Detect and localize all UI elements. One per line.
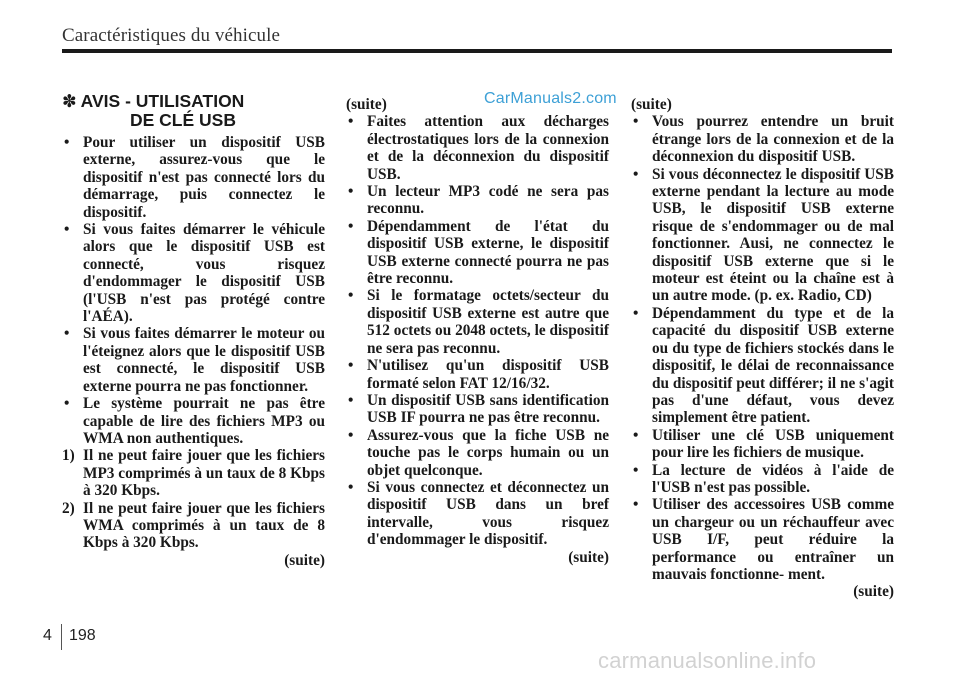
list-item-text: Si vous déconnectez le dispositif USB externe pendant la lecture au mode USB, le dispositif USB externe risque de s'endommager ou de mal fonctionner. Ausi, ne connectez le dispositif USB externe que si le moteur est éteint ou la chaîne est à un autre mode. (p. ex. Radio, CD) [652, 165, 894, 305]
list-item-text: Le système pourrait ne pas être capable de lire des fichiers MP3 ou WMA non authentiques. [83, 395, 325, 447]
list-item [631, 496, 894, 583]
number-mark: 1) [62, 447, 75, 465]
list-item-text: Si vous connectez et déconnectez un dispositif USB dans un bref intervalle, vous risquez d'endommager le dispositif. [367, 478, 609, 549]
list-item-text: Faites attention aux décharges électrostatiques lors de la connexion et de la déconnexion du dispositif USB. [367, 113, 609, 183]
list-item [346, 357, 609, 392]
list-item-text: Pour utiliser un dispositif USB externe, assurez-vous que le dispositif n'est pas connecté lors du démarrage, puis connectez le dispositif. [83, 134, 325, 221]
bullet-mark: • [633, 113, 639, 131]
list-item-text: N'utilisez qu'un dispositif USB formaté selon FAT 12/16/32. [367, 357, 609, 392]
continued-label: (suite) [568, 548, 609, 566]
column-1 [62, 92, 325, 569]
bullet-mark: • [348, 113, 354, 131]
list-item [346, 427, 609, 479]
list-item [631, 462, 894, 497]
list-item-text: Si vous faites démarrer le véhicule alors que le dispositif USB est connecté, vous risquez d'endommager le dispositif USB (l'USB n'est pas protégé contre l'AÉA). [83, 221, 325, 326]
bullet-mark: • [633, 304, 639, 322]
list-item [346, 183, 609, 218]
footer-divider [61, 624, 62, 650]
list-item-text: Si le formatage octets/secteur du dispositif USB externe est autre que 512 octets ou 2048 octets, le dispositif ne sera pas reconnu. [367, 287, 609, 357]
notice-title-line1: AVIS - UTILISATION [80, 91, 245, 111]
continuation-label: (suite) [631, 96, 672, 113]
column-3 [631, 96, 894, 601]
bullet-mark: • [348, 287, 354, 305]
bullet-mark: • [64, 134, 70, 151]
bullet-mark: • [348, 183, 354, 201]
bullet-mark: • [633, 496, 639, 514]
bullet-mark: • [64, 221, 70, 239]
list-item [631, 427, 894, 462]
number-mark: 2) [62, 499, 75, 517]
list-item-text: Il ne peut faire jouer que les fichiers WMA comprimés à un taux de 8 Kbps à 320 Kbps. [83, 499, 325, 552]
list-item-text: Dépendamment de l'état du dispositif USB externe, le dispositif USB externe connecté pourra ne pas être reconnu. [367, 217, 609, 288]
list-item [346, 218, 609, 288]
list-item [62, 500, 325, 552]
list-item-text: Assurez-vous que la fiche USB ne touche pas le corps humain ou un objet quelconque. [367, 426, 609, 479]
bullet-mark: • [633, 461, 639, 479]
list-item [62, 325, 325, 395]
list-item-text: Utiliser des accessoires USB comme un chargeur ou un réchauffeur avec USB I/F, peut réduire la performance ou entraîner un mauvais fonctionne- ment. [652, 496, 894, 583]
continued-label: (suite) [284, 551, 325, 569]
bullet-mark: • [348, 357, 354, 375]
list-item [62, 221, 325, 325]
watermark-top: CarManuals2.com [484, 90, 617, 107]
bullet-mark: • [348, 391, 354, 409]
list-item-text: Dépendamment du type et de la capacité du dispositif USB externe ou du type de fichiers stockés dans le dispositif, le délai de reconnaissance du dispositif peut différer; il ne s'agit pas d'une défaut, vous devez simplement être patient. [652, 304, 894, 427]
header-rule [62, 49, 892, 53]
list-item-text: Un lecteur MP3 codé ne sera pas reconnu. [367, 183, 609, 218]
list-item [346, 479, 609, 549]
bullet-mark: • [64, 395, 70, 413]
list-item-text: Si vous faites démarrer le moteur ou l'éteignez alors que le dispositif USB est connecté, le dispositif USB externe pourra ne pas fonctionner. [83, 325, 325, 395]
list-item [631, 305, 894, 427]
list-item-text: Utiliser une clé USB uniquement pour lire les fichiers de musique. [652, 426, 894, 462]
list-item [62, 134, 325, 221]
notice-star-icon: ✽ [62, 91, 77, 111]
bullet-mark: • [633, 426, 639, 444]
list-item-text: Il ne peut faire jouer que les fichiers MP3 comprimés à un taux de 8 Kbps à 320 Kbps. [83, 447, 325, 500]
page-number: 198 [69, 627, 96, 644]
bullet-mark: • [348, 478, 354, 496]
bullet-mark: • [348, 426, 354, 444]
notice-title-line2: DE CLÉ USB [130, 110, 236, 130]
list-item [631, 113, 894, 165]
list-item [62, 447, 325, 499]
notice-title [62, 92, 325, 130]
list-item [62, 395, 325, 447]
bullet-mark: • [633, 165, 639, 183]
bullet-mark: • [348, 217, 354, 235]
page-section-number: 4 [43, 627, 52, 644]
page-header-title: Caractéristiques du véhicule [62, 25, 281, 46]
continuation-label: (suite) [346, 96, 387, 113]
list-item-text: Vous pourrez entendre un bruit étrange lors de la connexion et de la déconnexion du dispositif USB. [652, 113, 894, 166]
list-item [631, 166, 894, 305]
list-item [346, 392, 609, 427]
list-item-text: La lecture de vidéos à l'aide de l'USB n'est pas possible. [652, 461, 894, 496]
watermark-bottom: carmanualsonline.info [598, 648, 817, 673]
bullet-mark: • [64, 325, 70, 343]
continued-label: (suite) [853, 583, 894, 601]
column-2 [346, 96, 609, 566]
list-item [346, 287, 609, 357]
list-item [346, 113, 609, 183]
list-item-text: Un dispositif USB sans identification USB IF pourra ne pas être reconnu. [367, 391, 609, 427]
